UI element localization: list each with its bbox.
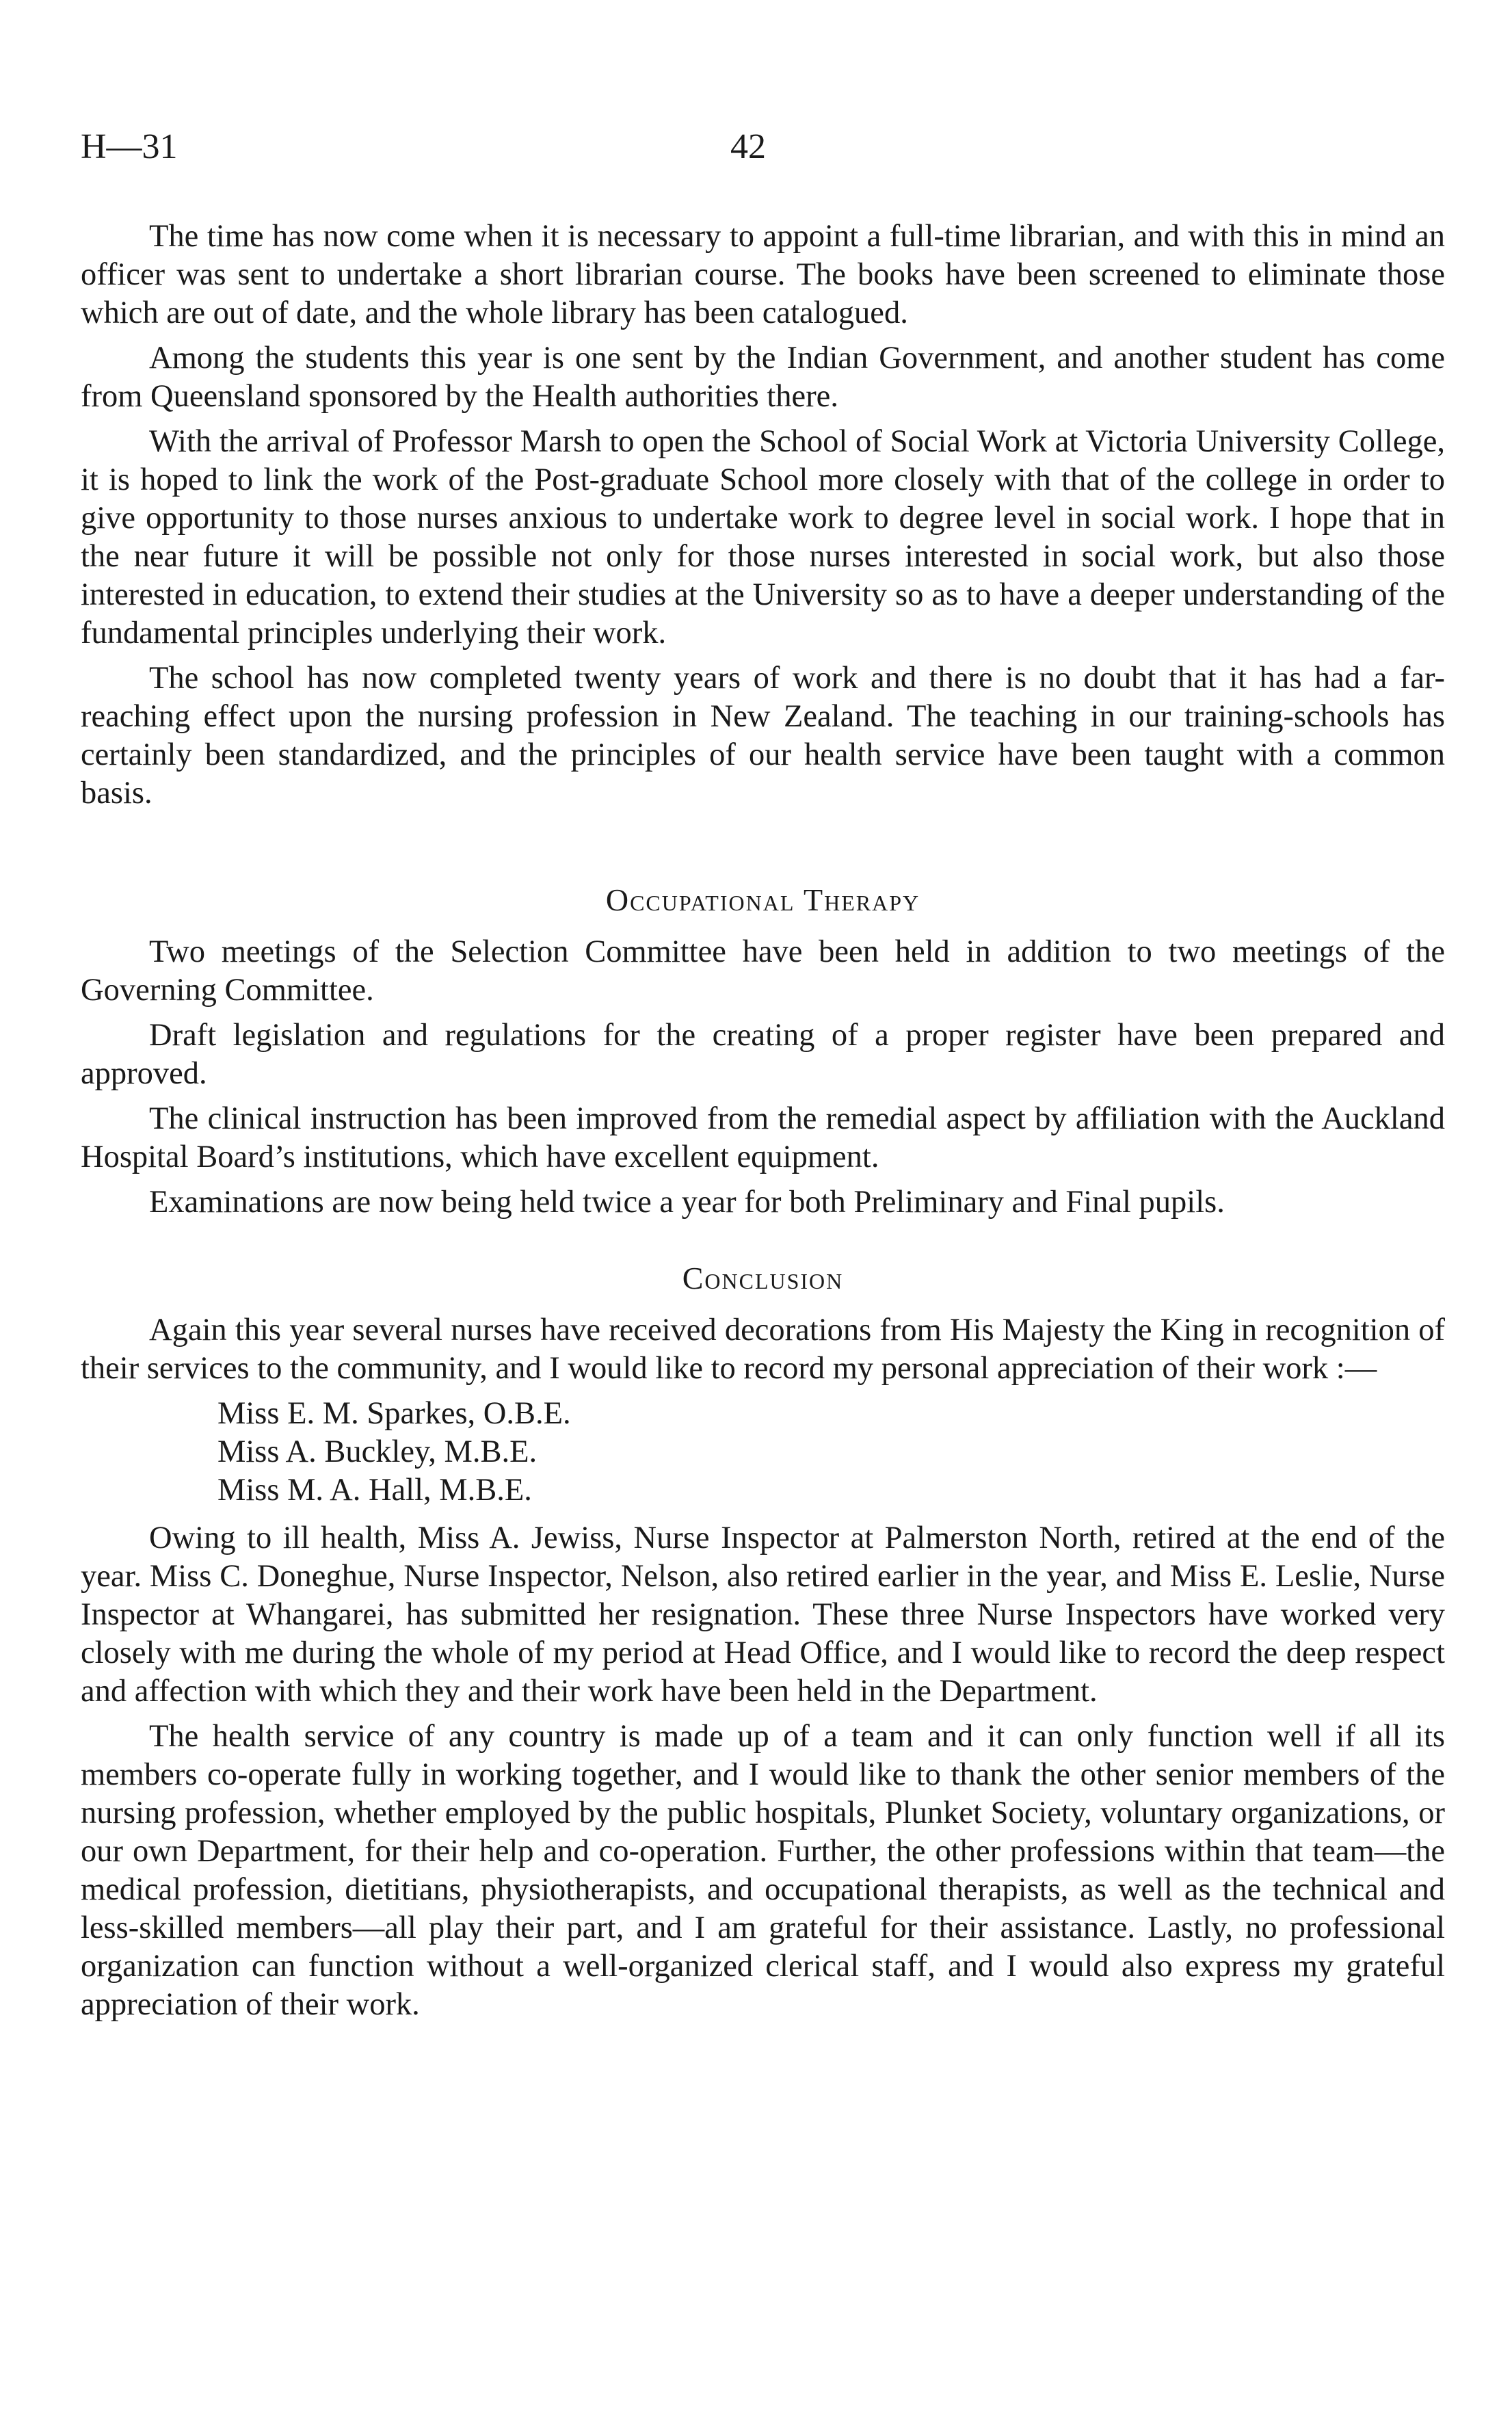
section-heading-conclusion: Conclusion [682,1261,844,1296]
paragraph-social-work: With the arrival of Professor Marsh to open the School of Social Work at Victoria University College, it is hoped to link the work of the Post-graduate School more closely with that of the college in order to give opportunity to those nurses anxious to undertake work to degree level in social work. I hope that in the near future it will be possible not only for those nurses interested in social work, but also those interested in education, to extend their studies at the University so as to have a deeper understanding of the fundamental principles underlying their work. [81,424,1445,651]
awards-list [81,1395,1445,1510]
paragraph-students: Among the students this year is one sent by the Indian Government, and another student has come from Queensland sponsored by the Health authorities there. [81,341,1445,414]
section-heading-occupational-therapy: Occupational Therapy [605,882,920,917]
paragraph-librarian: The time has now come when it is necessary to appoint a full-time librarian, and with this in mind an officer was sent to undertake a short librarian course. The books have been screened to eliminate those which are out of date, and the whole library has been catalogued. [81,219,1445,330]
page-header [81,123,1442,171]
paragraph-decorations: Again this year several nurses have received decorations from His Majesty the King in recognition of their services to the community, and I would like to record my personal appreciation of their work :— [81,1313,1445,1386]
document-body [81,218,1445,2031]
paragraph-legislation: Draft legislation and regulations for the creating of a proper register have been prepared and approved. [81,1018,1445,1091]
paragraph-examinations: Examinations are now being held twice a year for both Preliminary and Final pupils. [149,1185,1225,1220]
paragraph-twenty-years: The school has now completed twenty years of work and there is no doubt that it has had a far-reaching effect upon the nursing profession in New Zealand. The teaching in our training-schools has certainly been standardized, and the principles of our health service have been taught with a common basis. [81,661,1445,811]
paragraph-nurse-inspectors: Owing to ill health, Miss A. Jewiss, Nurse Inspector at Palmerston North, retired at the end of the year. Miss C. Doneghue, Nurse Inspector, Nelson, also retired earlier in the year, and Miss E. Leslie, Nurse Inspector at Whangarei, has submitted her resignation. These three Nurse Inspectors have worked very closely with me during the whole of my period at Head Office, and I would like to record the deep respect and affection with which they and their work have been held in the Department. [81,1521,1445,1709]
paragraph-meetings: Two meetings of the Selection Committee have been held in addition to two meetings of the Governing Committee. [81,934,1445,1008]
award-entry: Miss E. M. Sparkes, O.B.E. [217,1396,571,1431]
document-reference: H—31 [81,127,178,166]
paragraph-health-service-team: The health service of any country is made up of a team and it can only function well if all its members co-operate fully in working together, and I would like to thank the other senior members of the nursing profession, whether employed by the public hospitals, Plunket Society, voluntary organizations, or our own Department, for their help and co-operation. Further, the other professions within that team—the medical profession, dietitians, physiotherapists, and occupational therapists, as well as the technical and less-skilled members—all play their part, and I am grateful for their assistance. Lastly, no professional organization can function without a well-organized clerical staff, and I would also express my grateful appreciation of their work. [81,1719,1445,2022]
award-entry: Miss M. A. Hall, M.B.E. [217,1473,532,1508]
page-number: 42 [730,127,766,166]
award-entry: Miss A. Buckley, M.B.E. [217,1434,538,1469]
paragraph-clinical-instruction: The clinical instruction has been improved from the remedial aspect by affiliation with the Auckland Hospital Board’s institutions, which have excellent equipment. [81,1101,1445,1174]
